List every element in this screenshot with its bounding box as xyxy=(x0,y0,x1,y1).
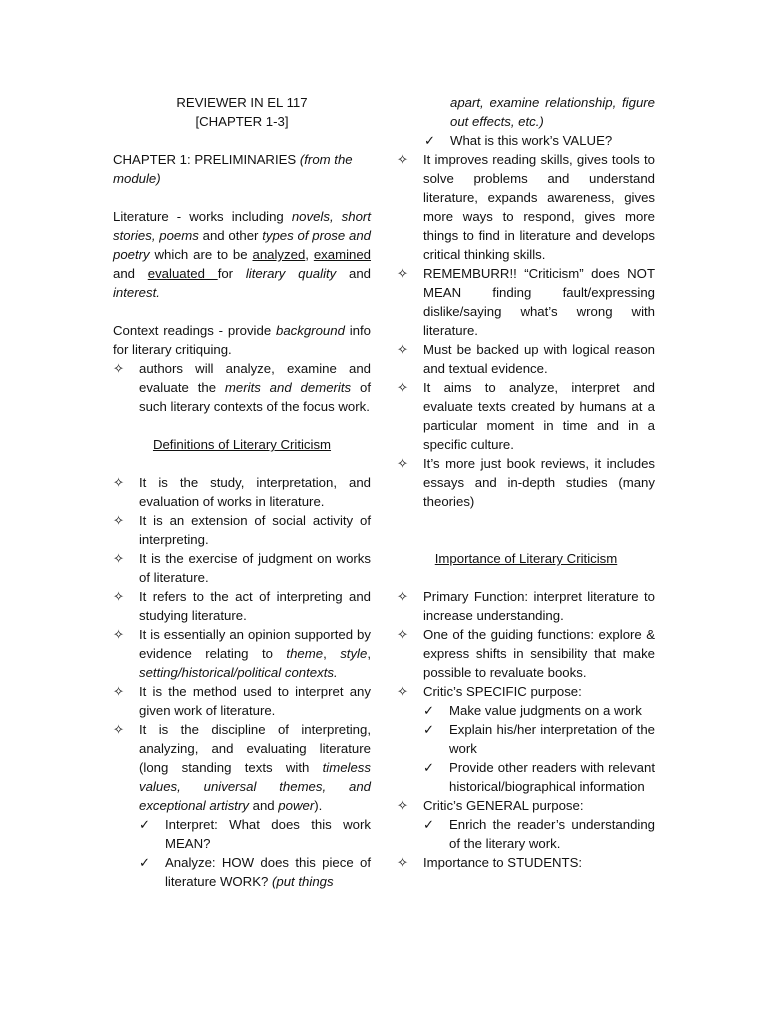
list-item: ✧ Importance to STUDENTS: xyxy=(397,855,583,870)
doc-title: REVIEWER IN EL 117 xyxy=(176,95,308,110)
star-outline-icon: ✧ xyxy=(397,589,409,604)
list-item: ✧ It is the method used to interpret any given work of literature. xyxy=(113,684,371,718)
list-item: ✧ It is the study, interpretation, and evaluation of works in literature. xyxy=(113,475,371,509)
star-outline-icon: ✧ xyxy=(397,152,409,167)
star-outline-icon: ✧ xyxy=(113,684,125,699)
list-item: ✧ One of the guiding functions: explore & express shifts in sensibility that make possible to revaluate books. xyxy=(397,627,655,680)
list-item: ✓ Provide other readers with relevant historical/biographical information xyxy=(423,760,655,794)
list-item: ✧ Must be backed up with logical reason and textual evidence. xyxy=(397,342,655,376)
star-outline-icon: ✧ xyxy=(397,798,409,813)
list-item: ✓ Enrich the reader’s understanding of the literary work. xyxy=(423,817,655,851)
list-item: ✧ Primary Function: interpret literature to increase understanding. xyxy=(397,589,655,623)
checkmark-icon: ✓ xyxy=(423,722,435,737)
star-outline-icon: ✧ xyxy=(113,475,125,490)
star-outline-icon: ✧ xyxy=(397,266,409,281)
list-item: ✧ It improves reading skills, gives tools to solve problems and understand literature, expands awareness, gives more ways to respond, gives more things to find in literature and develops critical thinking skills. xyxy=(397,152,655,262)
list-item: ✧ It is essentially an opinion supported by evidence relating to theme, style, setting/historical/political contexts. xyxy=(113,627,371,680)
star-outline-icon: ✧ xyxy=(397,855,409,870)
list-item: ✧ It refers to the act of interpreting and studying literature. xyxy=(113,589,371,623)
list-item: ✧ REMEMBURR!! “Criticism” does NOT MEAN finding fault/expressing dislike/saying what’s wrong with literature. xyxy=(397,266,655,338)
list-item: ✧ authors will analyze, examine and evaluate the merits and demerits of such literary contexts of the focus work. xyxy=(113,361,371,414)
list-item: ✓ Make value judgments on a work xyxy=(423,703,642,718)
list-item: ✓ Explain his/her interpretation of the work xyxy=(423,722,655,756)
right-column xyxy=(397,93,655,872)
checkmark-icon: ✓ xyxy=(423,817,435,832)
star-outline-icon: ✧ xyxy=(397,456,409,471)
context-readings-definition: Context readings - provide background info for literary critiquing. xyxy=(113,323,371,357)
list-item: ✧ It’s more just book reviews, it includes essays and in-depth studies (many theories) xyxy=(397,456,655,509)
list-item: ✧ It is an extension of social activity of interpreting. xyxy=(113,513,371,547)
star-outline-icon: ✧ xyxy=(113,627,125,642)
list-item: ✧ Critic’s SPECIFIC purpose: xyxy=(397,684,582,699)
star-outline-icon: ✧ xyxy=(397,684,409,699)
star-outline-icon: ✧ xyxy=(113,589,125,604)
list-item: ✧ It aims to analyze, interpret and evaluate texts created by humans at a particular moment in time and in a specific culture. xyxy=(397,380,655,452)
checkmark-icon: ✓ xyxy=(423,703,435,718)
doc-subtitle: [CHAPTER 1-3] xyxy=(195,114,289,129)
section-heading-definitions: Definitions of Literary Criticism xyxy=(152,437,332,452)
literature-definition: Literature - works including novels, short stories, poems and other types of prose and poetry which are to be analyzed, examined and evaluated for literary quality and interest. xyxy=(113,209,372,300)
checkmark-icon: ✓ xyxy=(139,817,151,832)
checkmark-icon: ✓ xyxy=(423,760,435,775)
star-outline-icon: ✧ xyxy=(397,627,409,642)
list-item: ✧ It is the exercise of judgment on works of literature. xyxy=(113,551,371,585)
list-item: ✓ What is this work’s VALUE? xyxy=(424,133,613,148)
star-outline-icon: ✧ xyxy=(397,380,409,395)
checkmark-icon: ✓ xyxy=(424,133,436,148)
continued-text: apart, examine relationship, figure out effects, etc.) xyxy=(450,95,655,129)
star-outline-icon: ✧ xyxy=(113,722,125,737)
list-item: ✧ It is the discipline of interpreting, analyzing, and evaluating literature (long standing texts with timeless values, universal themes, and exceptional artistry and power). xyxy=(113,722,371,813)
star-outline-icon: ✧ xyxy=(113,513,125,528)
left-column xyxy=(113,93,371,891)
checkmark-icon: ✓ xyxy=(139,855,151,870)
list-item: ✓ Analyze: HOW does this piece of literature WORK? (put things xyxy=(139,855,371,889)
list-item: ✧ Critic’s GENERAL purpose: xyxy=(397,798,584,813)
list-item: ✓ Interpret: What does this work MEAN? xyxy=(139,817,371,851)
section-heading-importance: Importance of Literary Criticism xyxy=(434,551,618,566)
star-outline-icon: ✧ xyxy=(113,551,125,566)
star-outline-icon: ✧ xyxy=(113,361,125,376)
star-outline-icon: ✧ xyxy=(397,342,409,357)
chapter-heading: CHAPTER 1: PRELIMINARIES (from the module) xyxy=(113,152,353,186)
